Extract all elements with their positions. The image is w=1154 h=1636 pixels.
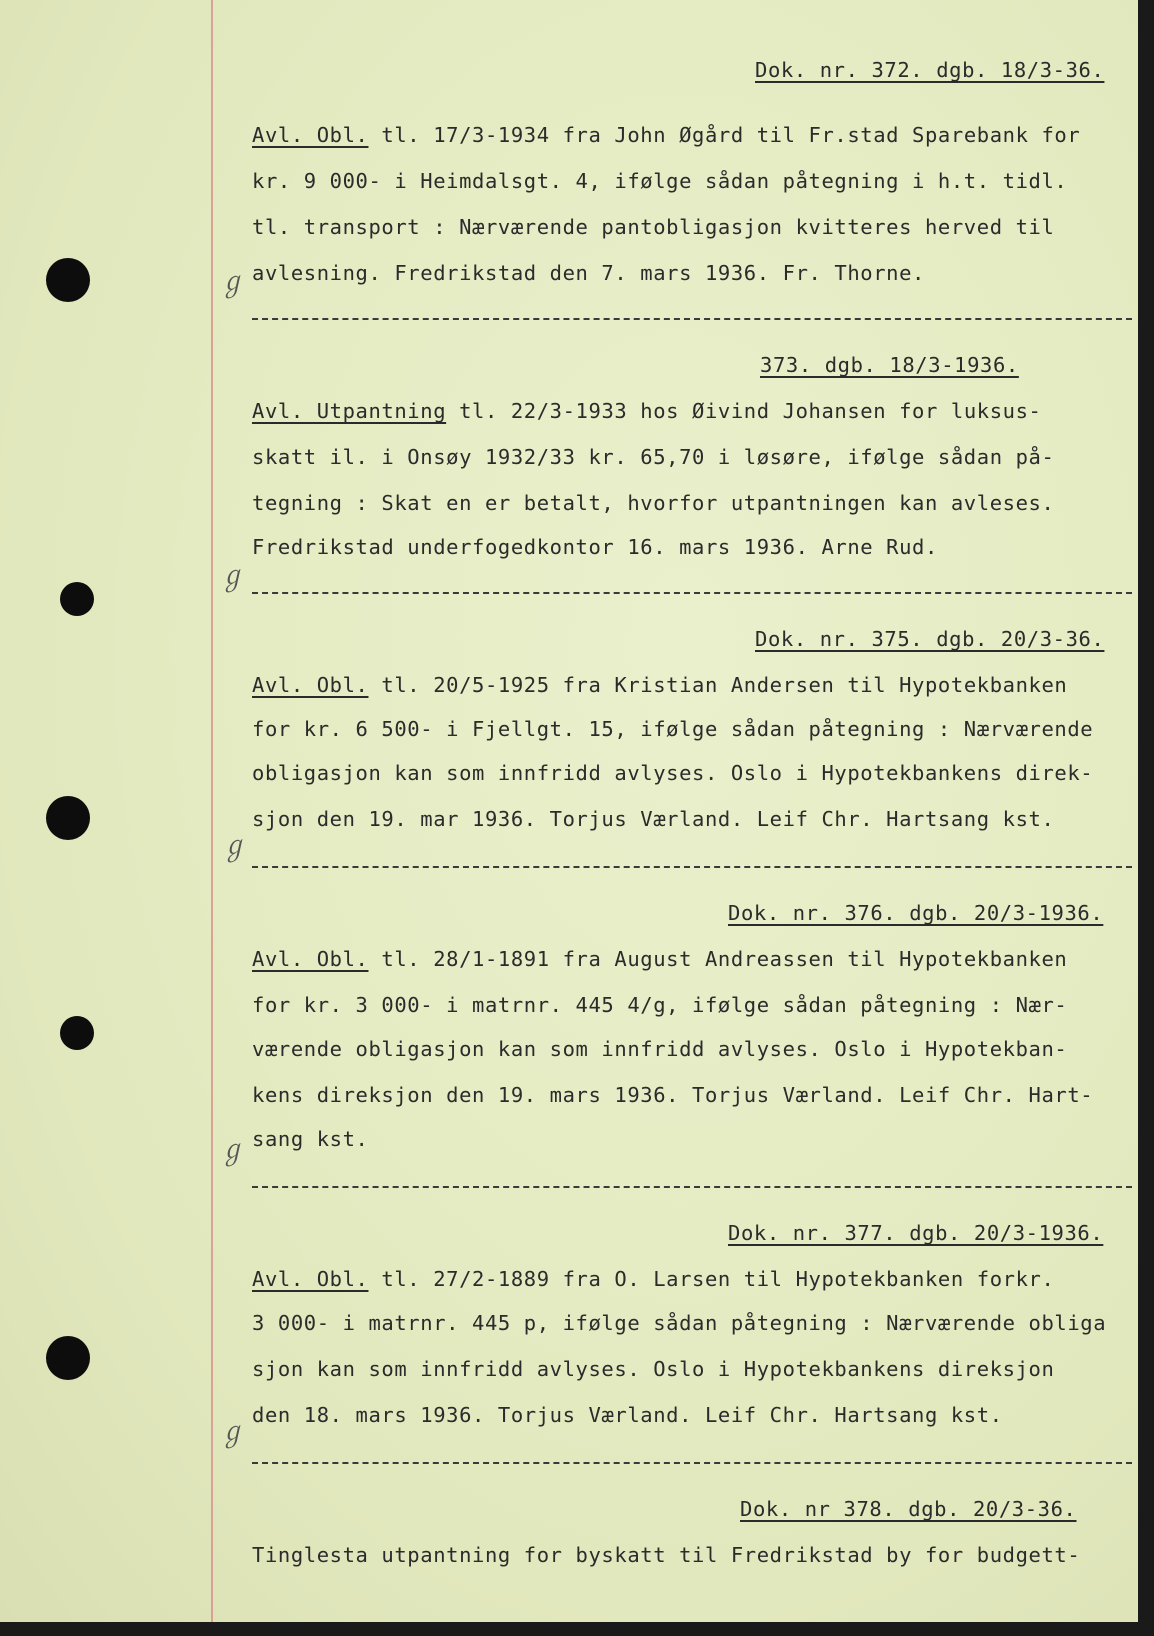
entry-label: Avl. Obl. [252,1267,369,1291]
entry-heading: Dok. nr. 375. dgb. 20/3-36. [755,627,1105,651]
entry-heading: Dok. nr. 376. dgb. 20/3-1936. [728,901,1104,925]
entry-line: kens direksjon den 19. mars 1936. Torjus Værland. Leif Chr. Hart- [252,1083,1094,1107]
entry-line: Fredrikstad underfogedkontor 16. mars 1936. Arne Rud. [252,535,938,559]
entry-line: for kr. 3 000- i matrnr. 445 4/g, ifølge sådan påtegning : Nær- [252,993,1068,1017]
checkmark-icon: ℊ [217,829,250,865]
entry-line: avlesning. Fredrikstad den 7. mars 1936. Fr. Thorne. [252,261,925,285]
entry-line: Avl. Obl. tl. 20/5-1925 fra Kristian Andersen til Hypotekbanken [252,673,1068,697]
entry-line: sjon kan som innfridd avlyses. Oslo i Hypotekbankens direksjon [252,1357,1055,1381]
entry-heading: Dok. nr 378. dgb. 20/3-36. [740,1497,1077,1521]
entry-label: Avl. Obl. [252,123,369,147]
entry-line: Avl. Obl. tl. 28/1-1891 fra August Andreassen til Hypotekbanken [252,947,1068,971]
separator [252,1186,1132,1188]
entry-heading: Dok. nr. 372. dgb. 18/3-36. [755,58,1105,82]
punch-hole [60,582,94,616]
checkmark-icon: ℊ [215,265,248,301]
punch-hole [46,796,90,840]
separator [252,1462,1132,1464]
entry-line: den 18. mars 1936. Torjus Værland. Leif Chr. Hartsang kst. [252,1403,1003,1427]
entry-label: Avl. Obl. [252,947,369,971]
punch-hole [60,1016,94,1050]
entry-line: 3 000- i matrnr. 445 p, ifølge sådan påtegning : Nærværende obliga [252,1311,1107,1335]
entry-line: Avl. Obl. tl. 17/3-1934 fra John Øgård til Fr.stad Sparebank for [252,123,1081,147]
separator [252,592,1132,594]
separator [252,866,1132,868]
entry-label: Avl. Utpantning [252,399,447,423]
entry-line: tegning : Skat en er betalt, hvorfor utpantningen kan avleses. [252,491,1055,515]
entry-label: Avl. Obl. [252,673,369,697]
checkmark-icon: ℊ [215,1133,248,1169]
entry-line: Avl. Obl. tl. 27/2-1889 fra O. Larsen til Hypotekbanken forkr. [252,1267,1055,1291]
entry-line: obligasjon kan som innfridd avlyses. Oslo i Hypotekbankens direk- [252,761,1094,785]
entry-heading: Dok. nr. 377. dgb. 20/3-1936. [728,1221,1104,1245]
separator [252,318,1132,320]
entry-line: Avl. Utpantning tl. 22/3-1933 hos Øivind Johansen for luksus- [252,399,1042,423]
margin-line [211,0,213,1622]
checkmark-icon: ℊ [215,1415,248,1451]
entry-line: værende obligasjon kan som innfridd avlyses. Oslo i Hypotekban- [252,1037,1068,1061]
checkmark-icon: ℊ [215,559,248,595]
entry-line: tl. transport : Nærværende pantobligasjon kvitteres herved til [252,215,1055,239]
entry-line: sjon den 19. mar 1936. Torjus Værland. Leif Chr. Hartsang kst. [252,807,1055,831]
entry-line: kr. 9 000- i Heimdalsgt. 4, ifølge sådan påtegning i h.t. tidl. [252,169,1068,193]
punch-hole [46,1336,90,1380]
entry-line: for kr. 6 500- i Fjellgt. 15, ifølge sådan påtegning : Nærværende [252,717,1094,741]
entry-heading: 373. dgb. 18/3-1936. [760,353,1019,377]
entry-line: skatt il. i Onsøy 1932/33 kr. 65,70 i løsøre, ifølge sådan på- [252,445,1055,469]
entry-line: sang kst. [252,1127,369,1151]
entry-line: Tinglesta utpantning for byskatt til Fredrikstad by for budgett- [252,1543,1081,1567]
punch-hole [46,258,90,302]
